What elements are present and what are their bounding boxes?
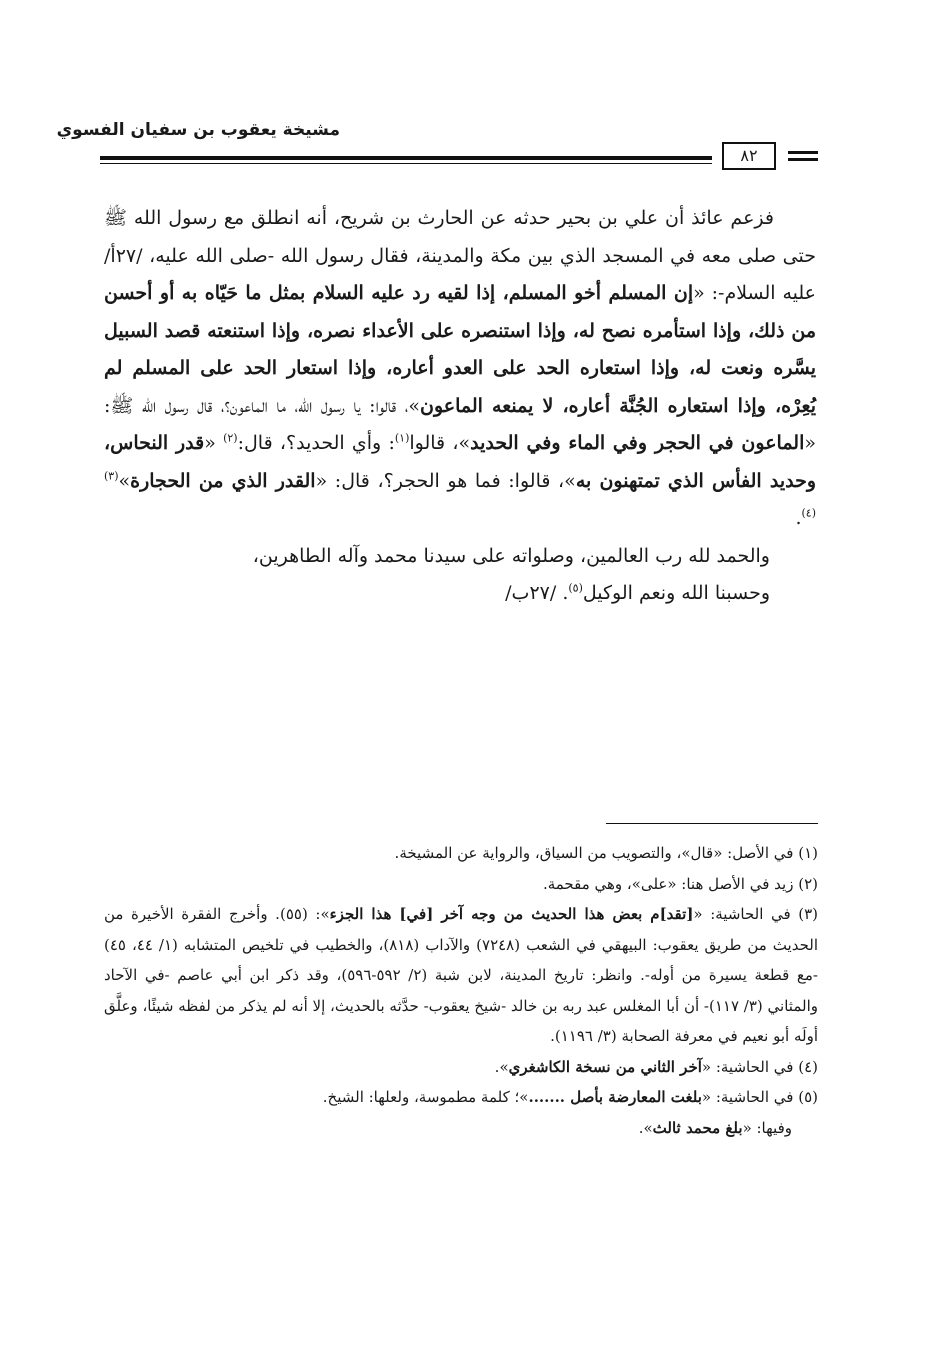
hadith-quote: قدر النحاس، وحديد الفأس الذي تمتهنون به bbox=[104, 432, 816, 492]
folio-marker: . /٢٧ب/ bbox=[505, 582, 569, 604]
header-rule bbox=[100, 156, 712, 160]
closing-text: والحمد لله رب العالمين، وصلواته على سيدنا محمد وآله الطاهرين، bbox=[252, 544, 770, 567]
footnote-3 bbox=[104, 899, 818, 1052]
hadith-quote: الماعون في الحجر وفي الماء وفي الحديد bbox=[470, 432, 805, 454]
main-text bbox=[104, 200, 816, 613]
hadith-quote: القدر الذي من الحجارة bbox=[130, 469, 316, 492]
closing-line bbox=[104, 538, 816, 576]
footnote-text: ». bbox=[494, 1057, 509, 1076]
narration-text: »، قالوا: يا رسول الله، ما الماعون؟، قال رسول الله ﷺ: « bbox=[104, 394, 816, 454]
footnote-text: (٥) في الحاشية: « bbox=[701, 1088, 818, 1106]
footnote-quote: [تقد]م بعض هذا الحديث من وجه آخر [في] هذا الجزء bbox=[329, 905, 694, 923]
page-number: ٨٢ bbox=[722, 142, 776, 170]
closing-line bbox=[104, 575, 816, 613]
page-number-mark bbox=[788, 151, 818, 154]
footnote-1: (١) في الأصل: «قال»، والتصويب من السياق، والرواية عن المشيخة. bbox=[394, 844, 818, 862]
running-title: مشيخة يعقوب بن سفيان الفسوي bbox=[56, 120, 340, 140]
narration-text: »، قالوا bbox=[409, 432, 471, 454]
hadith-paragraph bbox=[104, 200, 816, 538]
footnote-quote: آخر الثاني من نسخة الكاشغري bbox=[508, 1057, 702, 1076]
footnote-text: »: (٥٥). وأخرج الفقرة الأخيرة من الحديث من طريق يعقوب: البيهقي في الشعب (٧٢٤٨) والآداب (٨١٨)، والخطيب في تلخيص المتشابه (١/ ٤٤، ٤٥) -مع قطعة يسيرة من أوله-. وانظر: تاريخ المدينة، لابن شبة (٢/ ٥٩٢-٥٩٦)، وقد ذكر ابن أبي عاصم -في الآحاد والمثاني (٣/ ١١٧)- أن أبا المغلس عبد ربه بن خالد -شيخ يعقوب- حدَّثه بالحديث، إلا أنه لم يذكر من لفظه شيئًا، وعلَّق أولَه أبو نعيم في معرفة الصحابة (٣/ ١١٩٦). bbox=[104, 905, 818, 1045]
footnotes bbox=[104, 838, 818, 1143]
footnote-text: (٣) في الحاشية: « bbox=[693, 905, 819, 923]
footnote-text: ». bbox=[638, 1118, 653, 1137]
narration-text: . bbox=[795, 507, 802, 529]
narration-text: »، قالوا: فما هو الحجر؟، قال: « bbox=[315, 469, 576, 492]
footnote-5 bbox=[104, 1082, 818, 1113]
footnote-separator bbox=[606, 823, 818, 824]
footnote-2: (٢) زيد في الأصل هنا: «على»، وهي مقحمة. bbox=[542, 874, 818, 893]
footnote-text: وفيها: « bbox=[742, 1118, 792, 1137]
footnote-ref: (٥) bbox=[568, 581, 583, 595]
footnote-ref: (١) bbox=[394, 431, 410, 445]
footnote-text: »؛ كلمة مطموسة، ولعلها: الشيخ. bbox=[322, 1088, 529, 1106]
narration-text: فزعم عائذ أن علي بن بحير حدثه عن الحارث بن شريح، أنه انطلق مع رسول الله ﷺ حتى صلى معه في المسجد الذي بين مكة والمدينة، فقال رسول الله -صلى الله عليه، /٢٧أ/ عليه السلام-: « bbox=[104, 207, 816, 304]
closing-text: وحسبنا الله ونعم الوكيل bbox=[582, 582, 770, 604]
footnote-4 bbox=[104, 1052, 818, 1083]
hadith-quote: إن المسلم أخو المسلم، إذا لقيه رد عليه السلام بمثل ما حَيّاه به أو أحسن من ذلك، وإذا استأمره نصح له، وإذا استنصره على الأعداء نصره، وإذا استنعته قصد السبيل يسَّره ونعت له، وإذا استعاره الحد على العدو أعاره، وإذا استعار الحد على المسلم لم يُعِرْه، وإذا استعاره الجُنَّة أعاره، لا يمنعه الماعون bbox=[104, 282, 817, 417]
page-header bbox=[56, 120, 820, 180]
header-rule-thin bbox=[100, 163, 712, 164]
narration-text: : وأي الحديد؟، قال: bbox=[237, 432, 395, 454]
footnote-quote: بلغت المعارضة بأصل ....... bbox=[528, 1088, 702, 1106]
footnote-5-continued bbox=[104, 1113, 818, 1144]
page-number-mark bbox=[788, 158, 818, 161]
footnote-ref: (٣) (٤) bbox=[104, 469, 816, 520]
narration-text: « bbox=[204, 432, 224, 454]
narration-text: » bbox=[118, 469, 131, 492]
footnote-text: (٤) في الحاشية: « bbox=[701, 1057, 818, 1076]
footnote-quote: بلغ محمد ثالث bbox=[652, 1118, 743, 1137]
footnote-ref: (٢) bbox=[223, 431, 238, 445]
